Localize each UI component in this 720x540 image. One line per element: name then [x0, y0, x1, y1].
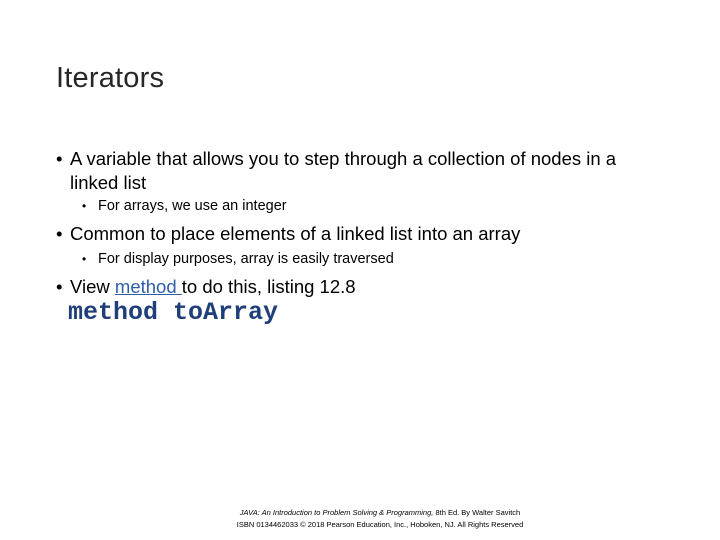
bullet-text-suffix: to do this, listing 12.8	[181, 276, 356, 297]
bullet-text: Common to place elements of a linked list into an array	[70, 223, 521, 244]
bullet-view-method	[56, 275, 356, 299]
slide-title: Iterators	[56, 62, 165, 94]
bullet-text: A variable that allows you to step through a collection of nodes in a linked list	[70, 148, 617, 193]
method-link[interactable]: method	[114, 276, 182, 297]
bullet-place-into-array	[56, 222, 520, 246]
bullet-marker: •	[56, 276, 63, 297]
bullet-text	[56, 275, 356, 299]
sub-bullet-text: For arrays, we use an integer	[98, 198, 287, 214]
bullet-marker: •	[56, 223, 63, 244]
sub-bullet-display-purposes	[82, 250, 394, 268]
sub-bullet-arrays-integer	[82, 197, 287, 215]
code-method-toarray: method toArray	[68, 298, 279, 327]
footer-line-2: ISBN 0134462033 © 2018 Pearson Education, Inc., Hoboken, NJ. All Rights Reserved	[236, 520, 524, 529]
sub-bullet-marker: •	[82, 252, 87, 266]
footer-edition: 8th Ed. By Walter Savitch	[433, 508, 521, 517]
bullet-marker: •	[56, 148, 63, 169]
slide-footer	[200, 507, 560, 531]
footer-book-title: JAVA: An Introduction to Problem Solving & Programming,	[239, 508, 434, 517]
bullet-variable-definition	[56, 147, 656, 195]
bullet-text-prefix: View	[70, 276, 115, 297]
footer-line-1	[200, 507, 560, 519]
sub-bullet-text: For display purposes, array is easily traversed	[98, 251, 394, 267]
sub-bullet-marker: •	[82, 199, 87, 213]
